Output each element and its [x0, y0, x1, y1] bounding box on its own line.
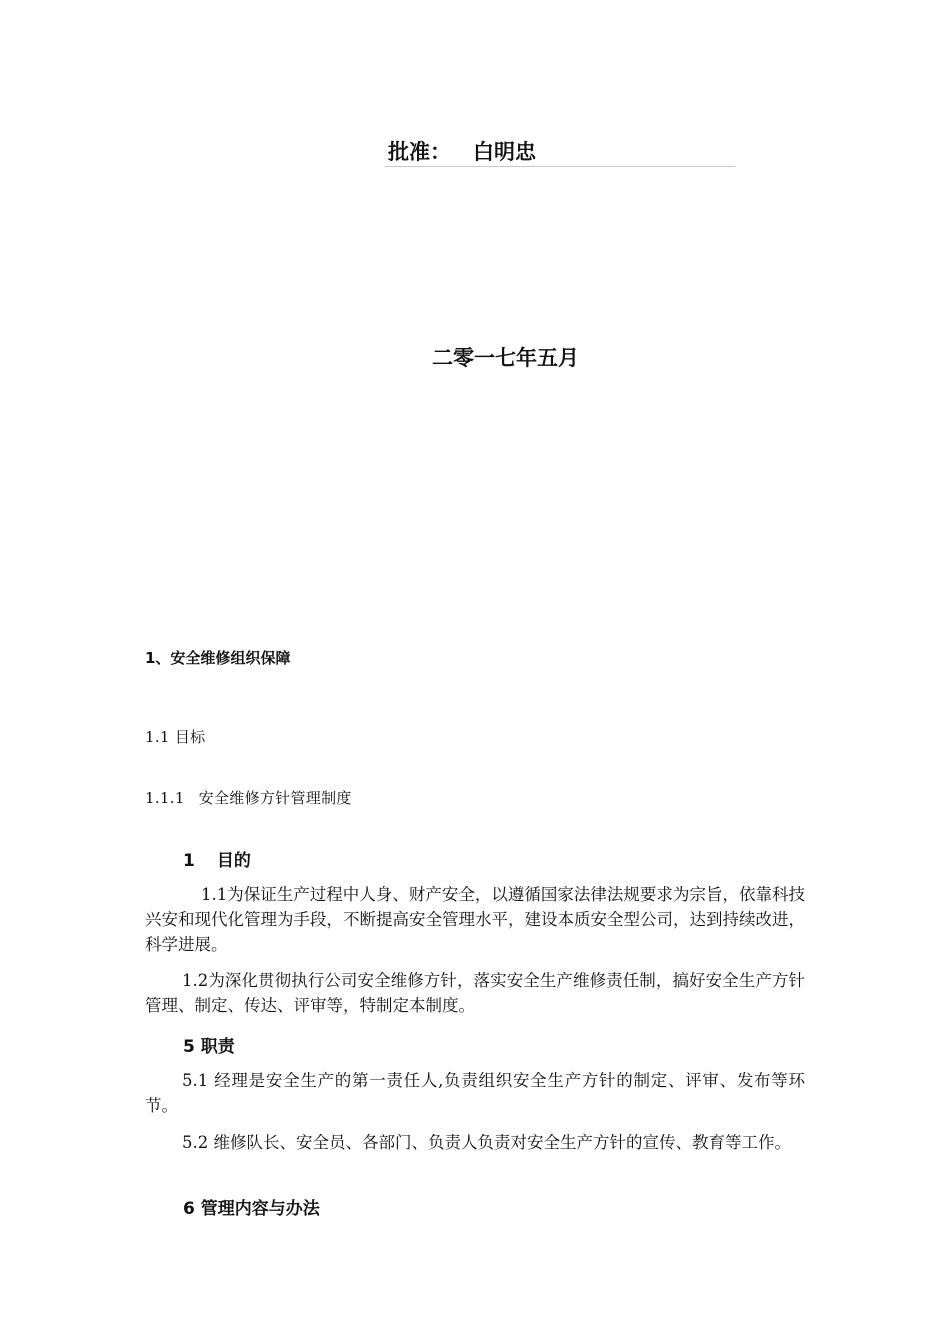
- approval-label: 批准：: [388, 140, 451, 164]
- section-heading-1-1-1: [145, 787, 352, 808]
- section-heading-1: 1、安全维修组织保障: [145, 649, 291, 667]
- purpose-heading: [183, 846, 251, 871]
- purpose-number: 1: [183, 851, 195, 871]
- section-number: 1.1.1: [145, 789, 185, 807]
- paragraph-5-2: 5.2 维修队长、安全员、各部门、负责人负责对安全生产方针的宣传、教育等工作。: [182, 1133, 791, 1152]
- section-title: 安全维修方针管理制度: [198, 789, 352, 807]
- purpose-title: 目的: [216, 851, 251, 871]
- paragraph-1-1: 1.1为保证生产过程中人身、财产安全，以遵循国家法律法规要求为宗旨，依靠科技兴安和现代化管理为手段，不断提高安全管理水平，建设本质安全型公司，达到持续改进，科学进展。: [145, 885, 805, 954]
- section-heading-1-1: 1.1 目标: [145, 728, 206, 746]
- approver-name: 白明忠: [473, 140, 536, 164]
- document-date: 二零一七年五月: [432, 346, 579, 370]
- paragraph-1-2: 1.2为深化贯彻执行公司安全维修方针，落实安全生产维修责任制，搞好安全生产方针管理、制定、传达、评审等，特制定本制度。: [145, 971, 805, 1015]
- management-heading: 6 管理内容与办法: [183, 1199, 320, 1219]
- responsibility-heading: 5 职责: [183, 1037, 235, 1057]
- approval-line-text: [388, 136, 536, 166]
- paragraph-5-1: 5.1 经理是安全生产的第一责任人,负责组织安全生产方针的制定、评审、发布等环节。: [145, 1071, 805, 1115]
- approval-underline: [385, 166, 735, 167]
